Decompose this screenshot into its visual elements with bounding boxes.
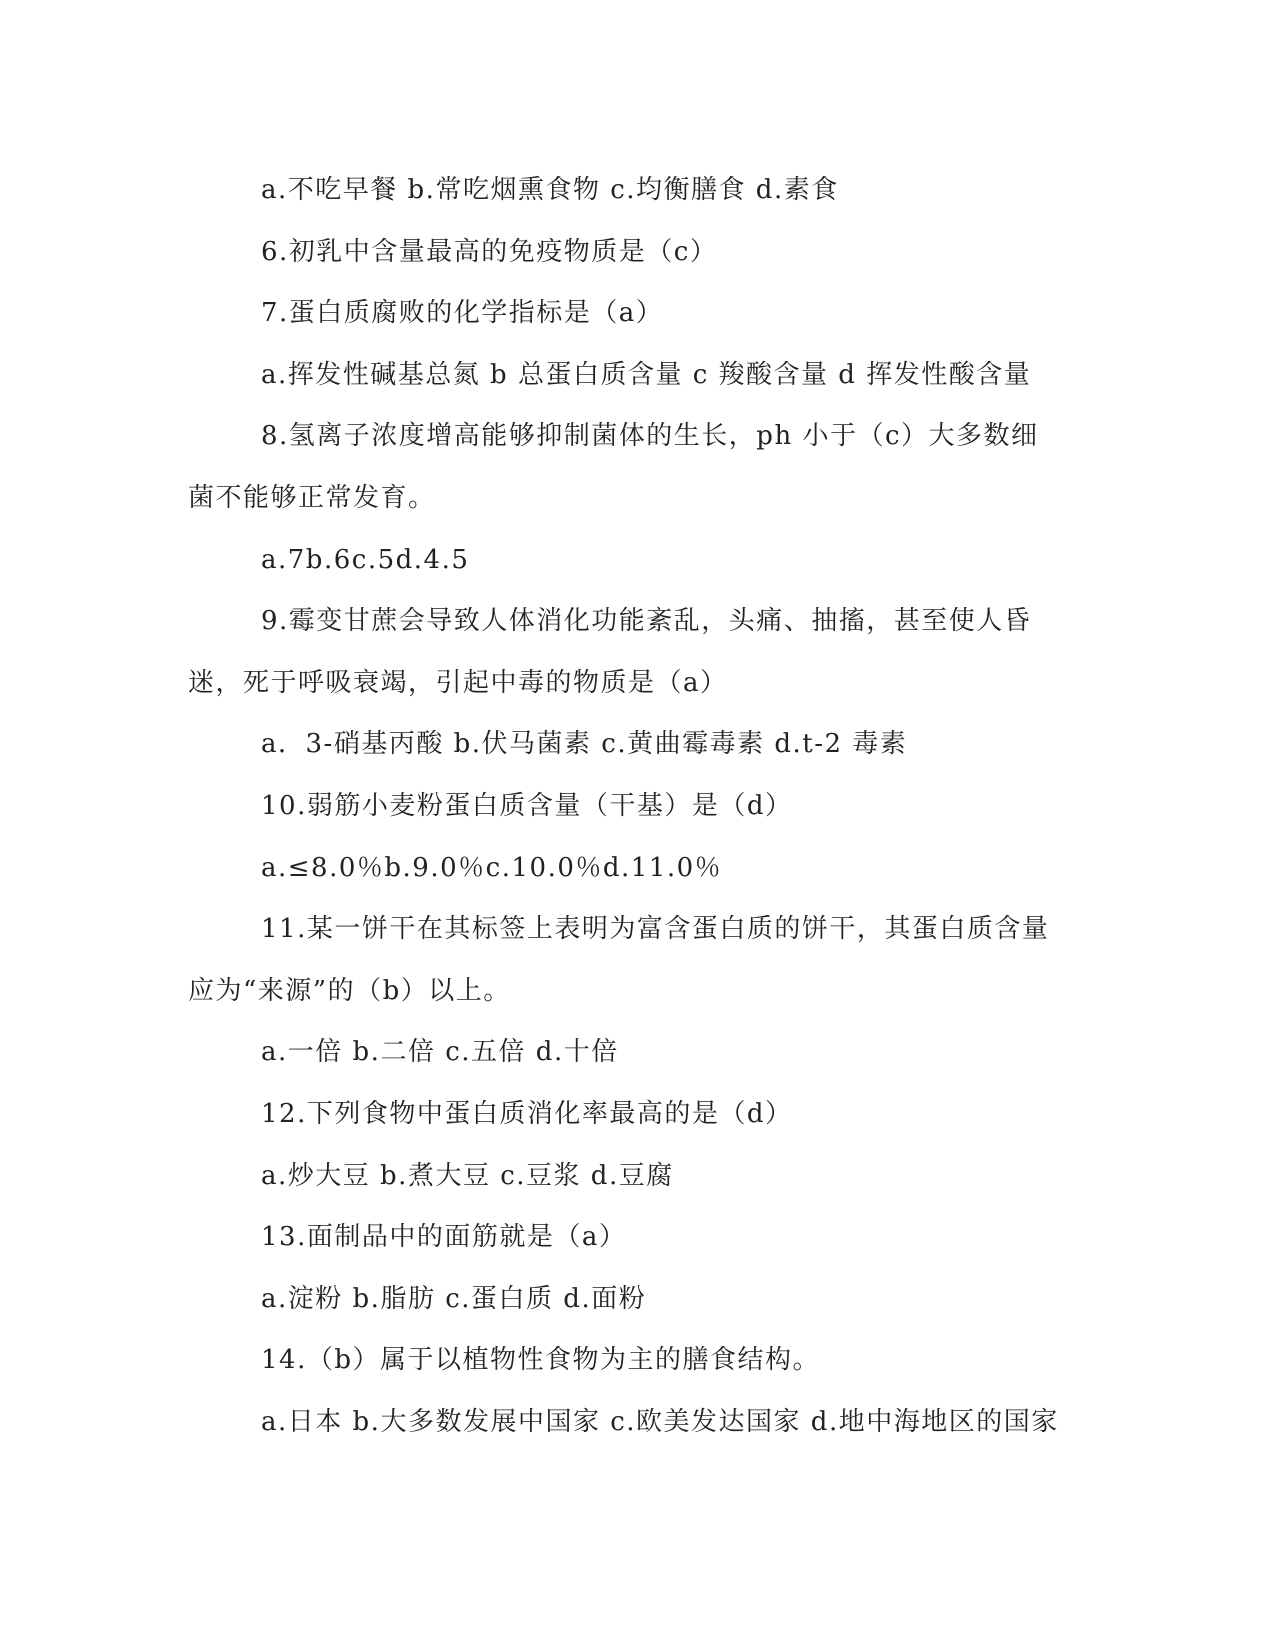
text-line: 12.下列食物中蛋白质消化率最高的是（d） bbox=[261, 1098, 793, 1129]
text-line: a．3-硝基丙酸 b.伏马菌素 c.黄曲霉毒素 d.t-2 毒素 bbox=[261, 729, 908, 760]
text-line: a.炒大豆 b.煮大豆 c.豆浆 d.豆腐 bbox=[261, 1160, 674, 1191]
text-line: 8.氢离子浓度增高能够抑制菌体的生长，ph 小于（c）大多数细 bbox=[261, 421, 1039, 452]
text-line: a.淀粉 b.脂肪 c.蛋白质 d.面粉 bbox=[261, 1283, 647, 1314]
text-line: 6.初乳中含量最高的免疫物质是（c） bbox=[261, 236, 718, 267]
text-line: a.一倍 b.二倍 c.五倍 d.十倍 bbox=[261, 1037, 619, 1068]
text-line: 10.弱筋小麦粉蛋白质含量（干基）是（d） bbox=[261, 790, 793, 821]
text-line: a.≤8.0％b.9.0％c.10.0％d.11.0％ bbox=[261, 852, 723, 883]
text-line: a.7b.6c.5d.4.5 bbox=[261, 544, 470, 575]
text-line: 应为“来源”的（b）以上。 bbox=[188, 975, 511, 1006]
text-line: a.挥发性碱基总氮 b 总蛋白质含量 c 羧酸含量 d 挥发性酸含量 bbox=[261, 359, 1032, 390]
text-line: 11.某一饼干在其标签上表明为富含蛋白质的饼干，其蛋白质含量 bbox=[261, 914, 1050, 945]
text-line: a.日本 b.大多数发展中国家 c.欧美发达国家 d.地中海地区的国家 bbox=[261, 1406, 1059, 1437]
text-line: a.不吃早餐 b.常吃烟熏食物 c.均衡膳食 d.素食 bbox=[261, 175, 839, 205]
document-body bbox=[188, 160, 1088, 1453]
text-line: 7.蛋白质腐败的化学指标是（a） bbox=[261, 298, 664, 329]
text-line: 迷，死于呼吸衰竭，引起中毒的物质是（a） bbox=[188, 667, 728, 698]
text-line: 14.（b）属于以植物性食物为主的膳食结构。 bbox=[261, 1345, 820, 1376]
text-line: 菌不能够正常发育。 bbox=[188, 482, 436, 513]
text-line: 9.霉变甘蔗会导致人体消化功能紊乱，头痛、抽搐，甚至使人昏 bbox=[261, 606, 1032, 637]
text-line: 13.面制品中的面筋就是（a） bbox=[261, 1222, 627, 1253]
